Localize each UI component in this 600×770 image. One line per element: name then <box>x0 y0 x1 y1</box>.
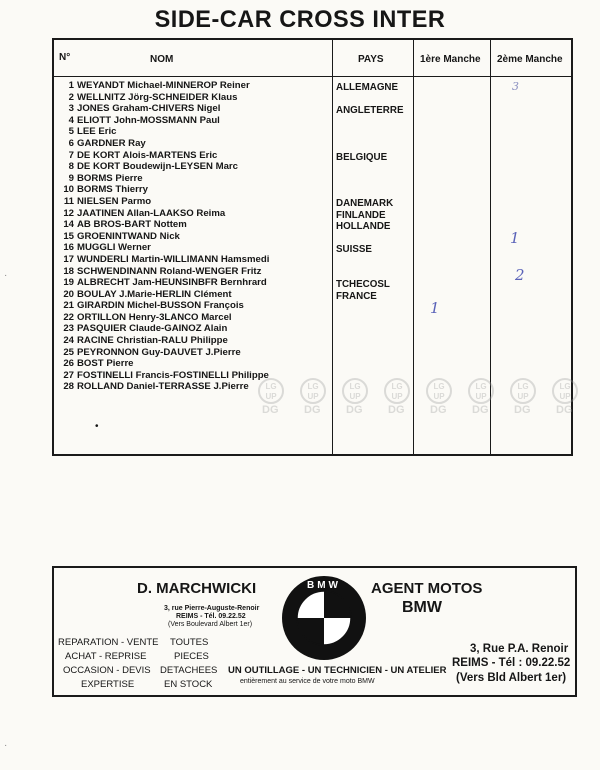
entry-row <box>59 80 331 92</box>
watermark-circle: LG UP <box>552 378 578 404</box>
ink-dot: • <box>95 421 99 432</box>
entry-number: 15 <box>63 230 74 242</box>
entry-name: BOULAY J.Marie-HERLIN Clément <box>77 288 232 300</box>
dealer-address: 3, rue Pierre-Auguste-Renoir <box>164 605 260 612</box>
country-label: TCHECOSL <box>336 279 390 291</box>
entry-number: 8 <box>68 161 74 173</box>
entry-row <box>59 196 331 208</box>
entry-row <box>59 254 331 266</box>
column-divider <box>490 40 491 454</box>
entry-row <box>59 242 331 254</box>
handwritten-result: 1 <box>430 299 440 317</box>
entry-name: DE KORT Alois-MARTENS Eric <box>77 149 218 161</box>
direction-line: (Vers Bld Albert 1er) <box>456 672 567 684</box>
entry-row <box>59 289 331 301</box>
entry-row <box>59 161 331 173</box>
entry-row <box>59 231 331 243</box>
handwritten-result: 3 <box>512 80 519 93</box>
handwritten-result: 2 <box>515 266 525 284</box>
country-label: ANGLETERRE <box>336 105 404 117</box>
entry-name: WUNDERLI Martin-WILLIMANN Hamsmedi <box>77 253 270 265</box>
entry-name: DE KORT Boudewijn-LEYSEN Marc <box>77 161 238 173</box>
agent-title: AGENT MOTOS <box>371 580 483 597</box>
watermark-text: DG <box>346 404 363 416</box>
entry-name: GIRARDIN Michel-BUSSON François <box>77 300 244 312</box>
entry-number: 2 <box>68 91 74 103</box>
watermark-circle: LG UP <box>426 378 452 404</box>
tagline: UN OUTILLAGE - UN TECHNICIEN - UN ATELIER <box>228 665 447 676</box>
entry-row <box>59 173 331 185</box>
entry-number: 12 <box>63 207 74 219</box>
entry-number: 27 <box>63 369 74 381</box>
column-divider <box>413 40 414 454</box>
dealer-name: D. MARCHWICKI <box>137 580 257 597</box>
watermark-text: DG <box>388 404 405 416</box>
entry-name: GROENINTWAND Nick <box>77 230 180 242</box>
country-label: SUISSE <box>336 244 372 256</box>
header-name: NOM <box>150 54 174 65</box>
entry-number: 9 <box>68 172 74 184</box>
entry-number: 5 <box>68 126 74 138</box>
service-line: REPARATION - VENTE <box>58 637 159 648</box>
entry-number: 7 <box>68 149 74 161</box>
entry-name: WEYANDT Michael-MINNEROP Reiner <box>77 80 250 91</box>
country-label: HOLLANDE <box>336 221 391 233</box>
header-heat2: 2ème Manche <box>497 54 563 65</box>
dealer-phone: REIMS - Tél. 09.22.52 <box>176 613 246 620</box>
entry-number: 4 <box>68 114 74 126</box>
entry-number: 20 <box>63 288 74 300</box>
entry-row <box>59 335 331 347</box>
entry-row <box>59 126 331 138</box>
entry-name: RACINE Christian-RALU Philippe <box>77 335 228 347</box>
entry-number: 21 <box>63 300 74 312</box>
logo-text: BMW <box>307 580 341 591</box>
entry-name: AB BROS-BART Nottem <box>77 219 187 231</box>
entry-row <box>59 323 331 335</box>
watermark-text: DG <box>262 404 279 416</box>
watermark-text: DG <box>514 404 531 416</box>
entry-number: 17 <box>63 253 74 265</box>
parts-line: DETACHEES <box>160 665 218 676</box>
entry-number: 10 <box>63 184 74 196</box>
entry-number: 3 <box>68 103 74 115</box>
header-country: PAYS <box>358 54 384 65</box>
entry-name: JONES Graham-CHIVERS Nigel <box>77 103 221 115</box>
entry-row <box>59 92 331 104</box>
entry-name: BORMS Pierre <box>77 172 143 184</box>
country-label: BELGIQUE <box>336 151 388 163</box>
entry-name: ALBRECHT Jam-HEUNSINBFR Bernhrard <box>77 277 267 289</box>
entry-row <box>59 115 331 127</box>
entry-name: GARDNER Ray <box>77 137 146 149</box>
advertisement <box>52 566 577 697</box>
parts-line: PIECES <box>174 651 209 662</box>
entry-number: 11 <box>63 195 74 207</box>
watermark-text: DG <box>430 404 447 416</box>
entry-name: ROLLAND Daniel-TERRASSE J.Pierre <box>77 381 249 393</box>
entry-row <box>59 381 331 393</box>
entry-name: FOSTINELLI Francis-FOSTINELLI Philippe <box>77 369 269 381</box>
watermark-circle: LG UP <box>468 378 494 404</box>
entry-row <box>59 138 331 150</box>
entry-number: 1 <box>68 80 74 91</box>
phone-line: REIMS - Tél : 09.22.52 <box>452 657 571 669</box>
bmw-logo <box>281 575 367 661</box>
watermark-circle: LG UP <box>342 378 368 404</box>
watermark-text: DG <box>472 404 489 416</box>
entry-number: 19 <box>63 277 74 289</box>
header-num: N° <box>59 52 71 63</box>
parts-line: EN STOCK <box>164 679 213 690</box>
entry-number: 18 <box>63 265 74 277</box>
entry-row <box>59 103 331 115</box>
entry-name: ORTILLON Henry-3LANCO Marcel <box>77 311 232 323</box>
entry-row <box>59 184 331 196</box>
service-line: ACHAT - REPRISE <box>65 651 147 662</box>
entry-name: MUGGLI Werner <box>77 242 151 254</box>
scan-mark: · <box>4 270 8 281</box>
entry-number: 14 <box>63 219 74 231</box>
address-line: 3, Rue P.A. Renoir <box>470 643 569 655</box>
entry-row <box>59 312 331 324</box>
entry-number: 6 <box>68 137 74 149</box>
entry-number: 23 <box>63 323 74 335</box>
brand-title: BMW <box>402 599 442 616</box>
tagline-sub: entièrement au service de votre moto BMW <box>240 678 375 685</box>
entry-row <box>59 208 331 220</box>
entry-number: 24 <box>63 335 74 347</box>
entry-name: SCHWENDINANN Roland-WENGER Fritz <box>77 265 262 277</box>
entry-number: 22 <box>63 311 74 323</box>
entry-name: PASQUIER Claude-GAINOZ Alain <box>77 323 228 335</box>
service-line: OCCASION - DEVIS <box>63 665 151 676</box>
entry-name: LEE Eric <box>77 126 117 138</box>
header-heat1: 1ère Manche <box>420 54 481 65</box>
entry-number: 26 <box>63 358 74 370</box>
entry-number: 25 <box>63 346 74 358</box>
entry-number: 28 <box>63 381 74 393</box>
watermark-text: DG <box>304 404 321 416</box>
header-divider <box>54 76 571 77</box>
entry-row <box>59 370 331 382</box>
page-title: SIDE-CAR CROSS INTER <box>154 6 446 33</box>
entry-row <box>59 300 331 312</box>
entry-name: ELIOTT John-MOSSMANN Paul <box>77 114 220 126</box>
entry-name: PEYRONNON Guy-DAUVET J.Pierre <box>77 346 241 358</box>
column-divider <box>332 40 333 454</box>
entry-row <box>59 277 331 289</box>
country-label: FINLANDE <box>336 209 386 221</box>
entry-row <box>59 266 331 278</box>
country-label: FRANCE <box>336 290 377 302</box>
watermark-circle: LG UP <box>300 378 326 404</box>
parts-line: TOUTES <box>170 637 209 648</box>
country-label: ALLEMAGNE <box>336 82 399 93</box>
country-label: DANEMARK <box>336 198 394 209</box>
entry-name: BORMS Thierry <box>77 184 148 196</box>
scan-mark: · <box>4 740 8 751</box>
watermark-circle: LG UP <box>258 378 284 404</box>
dealer-direction: (Vers Boulevard Albert 1er) <box>168 621 253 628</box>
handwritten-result: 1 <box>510 229 520 247</box>
entry-list <box>59 80 331 393</box>
entry-row <box>59 219 331 231</box>
watermark-circle: LG UP <box>510 378 536 404</box>
entry-name: BOST Pierre <box>77 358 134 370</box>
entry-name: WELLNITZ Jörg-SCHNEIDER Klaus <box>77 91 238 103</box>
entry-number: 16 <box>63 242 74 254</box>
entry-row <box>59 358 331 370</box>
entry-name: NIELSEN Parmo <box>77 195 152 207</box>
service-line: EXPERTISE <box>81 679 135 690</box>
entry-name: JAATINEN Allan-LAAKSO Reima <box>77 207 226 219</box>
watermark-circle: LG UP <box>384 378 410 404</box>
entry-row <box>59 347 331 359</box>
entry-row <box>59 150 331 162</box>
watermark-text: DG <box>556 404 573 416</box>
